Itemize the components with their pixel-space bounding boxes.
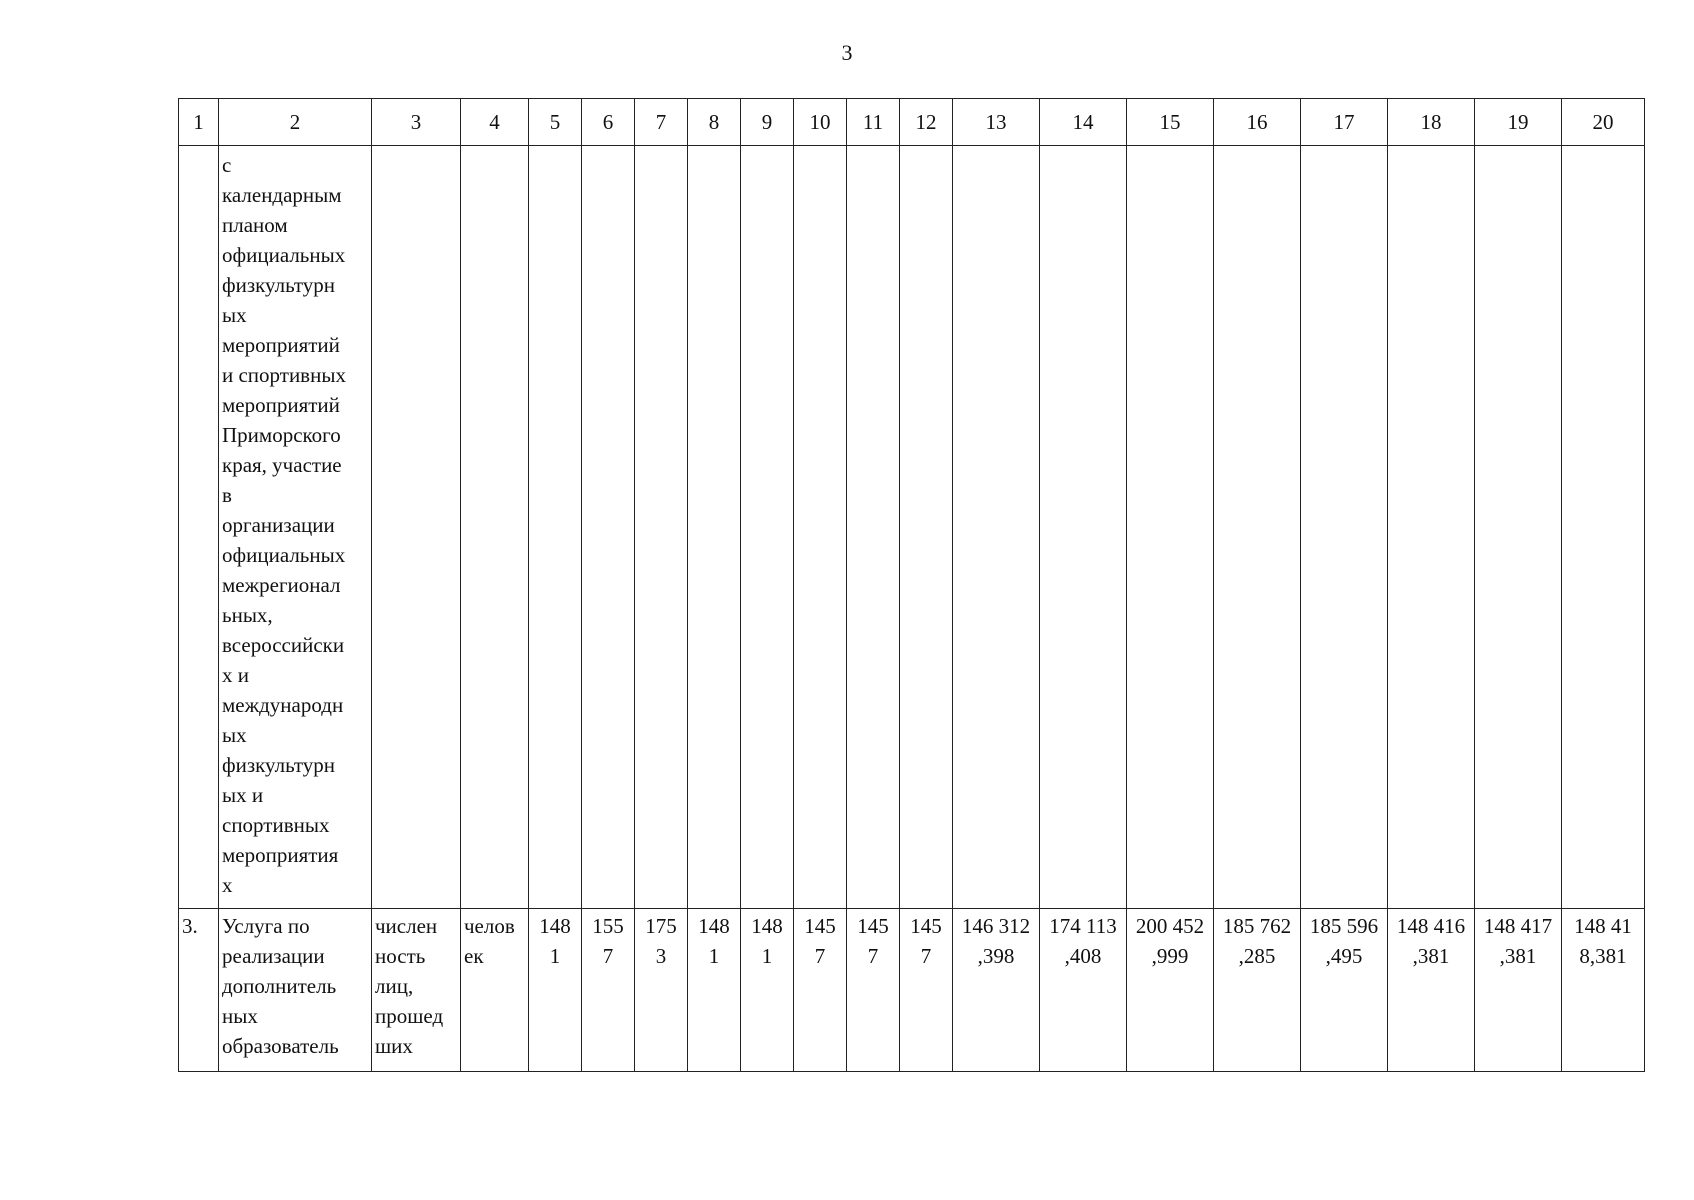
amount-cell: 148 417 ,381 [1475,909,1562,1072]
table-cell [794,146,847,909]
table-cell [1388,146,1475,909]
service-name-cell: Услуга по реализации дополнитель ных образователь [219,909,372,1072]
header-cell: 5 [529,99,582,146]
amount-cell: 148 416 ,381 [1388,909,1475,1072]
table-cell [1127,146,1214,909]
header-cell: 13 [953,99,1040,146]
table-cell [529,146,582,909]
page-number: 3 [841,40,853,65]
amount-cell: 146 312 ,398 [953,909,1040,1072]
table-cell [741,146,794,909]
header-cell: 12 [900,99,953,146]
value-cell: 145 7 [900,909,953,1072]
header-cell: 17 [1301,99,1388,146]
unit-cell: челов ек [461,909,529,1072]
table-row-continuation [179,146,1645,909]
table-cell [953,146,1040,909]
row-number-cell: 3. [179,909,219,1072]
table-cell [179,146,219,909]
header-cell: 4 [461,99,529,146]
table-header-row [179,99,1645,146]
table-cell [372,146,461,909]
header-cell: 1 [179,99,219,146]
header-cell: 2 [219,99,372,146]
table-cell [1475,146,1562,909]
header-cell: 6 [582,99,635,146]
header-cell: 20 [1562,99,1645,146]
header-cell: 18 [1388,99,1475,146]
value-cell: 175 3 [635,909,688,1072]
table-cell [461,146,529,909]
value-cell: 148 1 [688,909,741,1072]
data-table [178,98,1645,1072]
service-description-cell: с календарным планом официальных физкультурн ых мероприятий и спортивных мероприятий Приморского края, участие в организации официальных межрегионал ьных, всероссийски х и международн ых физкультурн ых и спортивных мероприятия х [219,146,372,909]
value-cell: 148 1 [529,909,582,1072]
table-cell [1040,146,1127,909]
amount-cell: 185 762 ,285 [1214,909,1301,1072]
amount-cell: 174 113 ,408 [1040,909,1127,1072]
header-cell: 8 [688,99,741,146]
table-row-3 [179,909,1645,1072]
amount-cell: 185 596 ,495 [1301,909,1388,1072]
amount-cell: 200 452 ,999 [1127,909,1214,1072]
data-table-container [178,98,1645,1072]
value-cell: 148 1 [741,909,794,1072]
header-cell: 7 [635,99,688,146]
table-cell [688,146,741,909]
header-cell: 19 [1475,99,1562,146]
header-cell: 9 [741,99,794,146]
table-cell [900,146,953,909]
header-cell: 14 [1040,99,1127,146]
header-cell: 10 [794,99,847,146]
header-cell: 15 [1127,99,1214,146]
value-cell: 145 7 [794,909,847,1072]
amount-cell: 148 41 8,381 [1562,909,1645,1072]
header-cell: 11 [847,99,900,146]
table-cell [847,146,900,909]
table-cell [635,146,688,909]
value-cell: 145 7 [847,909,900,1072]
value-cell: 155 7 [582,909,635,1072]
table-cell [582,146,635,909]
header-cell: 16 [1214,99,1301,146]
indicator-name-cell: числен ность лиц, прошед ших [372,909,461,1072]
table-cell [1301,146,1388,909]
header-cell: 3 [372,99,461,146]
table-cell [1214,146,1301,909]
table-cell [1562,146,1645,909]
